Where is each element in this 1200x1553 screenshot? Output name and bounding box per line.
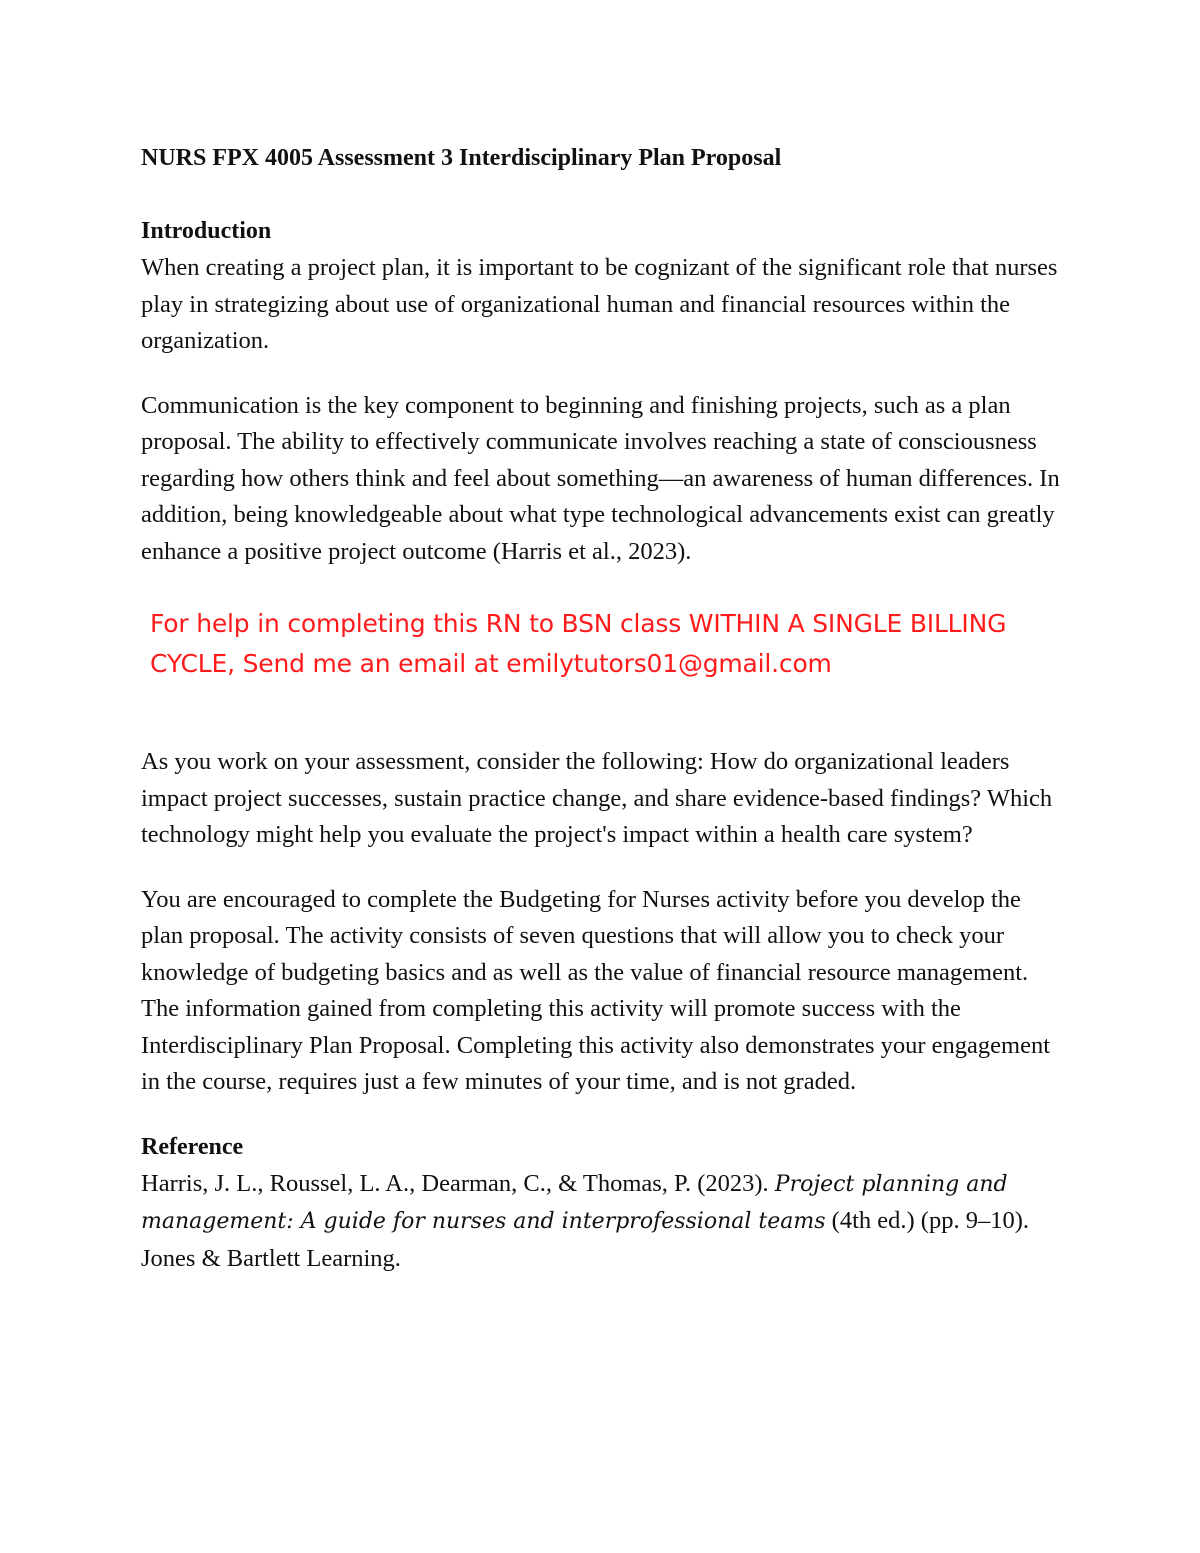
citation-book-title: Project planning and management: A guide for nurses and interprofessional teams — [141, 1171, 1008, 1234]
introduction-heading: Introduction — [141, 218, 272, 244]
introduction-paragraph-1: When creating a project plan, it is important to be cognizant of the significant role that nurses play in strategizing about use of organizational human and financial resources within the organization. — [141, 254, 1058, 354]
citation-details: (4th ed.) (pp. 9–10). Jones & Bartlett Learning. — [141, 1207, 1029, 1272]
introduction-paragraph-2: Communication is the key component to beginning and finishing projects, such as a plan proposal. The ability to effectively communicate involves reaching a state of consciousness regarding how others think and feel about something—an awareness of human differences. In addition, being knowledgeable about what type technological advancements exist can greatly enhance a positive project outcome (Harris et al., 2023). — [141, 391, 1060, 565]
citation-authors-year: Harris, J. L., Roussel, L. A., Dearman, C., & Thomas, P. (2023). — [141, 1169, 775, 1197]
body-paragraph-4: You are encouraged to complete the Budgeting for Nurses activity before you develop the plan proposal. The activity consists of seven questions that will allow you to check your knowledge of budgeting basics and as well as the value of financial resource management. The information gained from completing this activity will promote success with the Interdisciplinary Plan Proposal. Completing this activity also demonstrates your engagement in the course, requires just a few minutes of your time, and is not graded. — [141, 885, 1051, 1095]
reference-heading: Reference — [141, 1133, 244, 1160]
page-title: NURS FPX 4005 Assessment 3 Interdisciplinary Plan Proposal — [141, 145, 782, 171]
reference-citation — [141, 1166, 1066, 1278]
body-paragraph-3: As you work on your assessment, consider the following: How do organizational leaders impact project successes, sustain practice change, and share evidence-based findings? Which technology might help you evaluate the project's impact within a health care system? — [141, 748, 1053, 848]
document-content — [141, 140, 1066, 1277]
promo-notice: For help in completing this RN to BSN class WITHIN A SINGLE BILLING CYCLE, Send me an email at emilytutors01@gmail.com — [150, 609, 1007, 678]
